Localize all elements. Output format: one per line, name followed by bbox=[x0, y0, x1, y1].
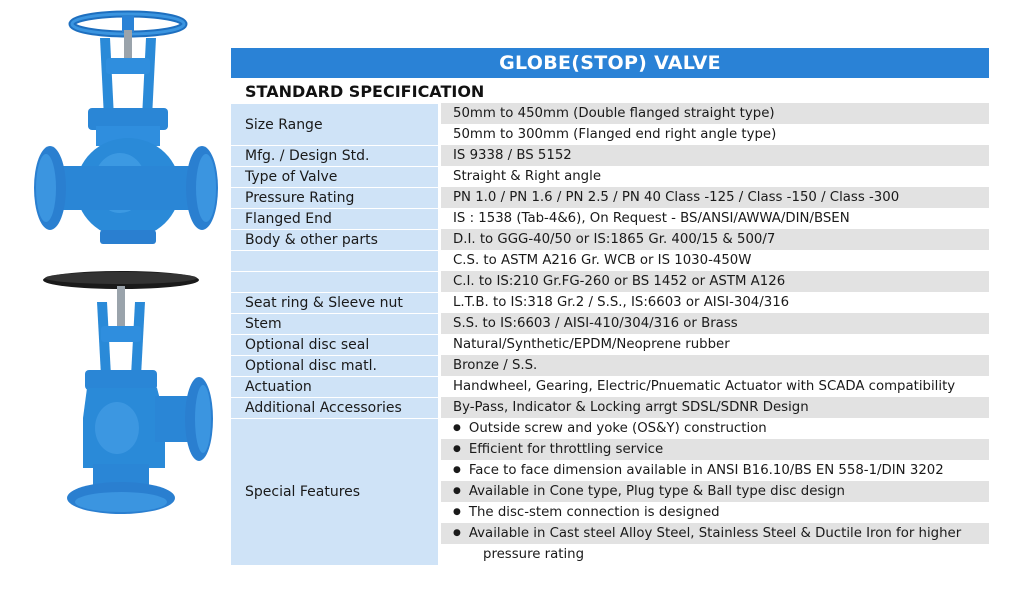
spec-label bbox=[231, 250, 438, 271]
spec-value: Natural/Synthetic/EPDM/Neoprene rubber bbox=[441, 334, 989, 355]
spec-table bbox=[231, 103, 989, 565]
globe-valve-straight-image bbox=[30, 8, 218, 248]
feature-item: ● Face to face dimension available in ANSI B16.10/BS EN 558-1/DIN 3202 bbox=[441, 460, 989, 481]
spec-value: D.I. to GGG-40/50 or IS:1865 Gr. 400/15 & 500/7 bbox=[441, 229, 989, 250]
spec-value: C.S. to ASTM A216 Gr. WCB or IS 1030-450W bbox=[441, 250, 989, 271]
spec-label: Actuation bbox=[231, 376, 438, 397]
spec-row-special-features bbox=[231, 418, 989, 565]
section-heading: STANDARD SPECIFICATION bbox=[245, 82, 485, 101]
spec-value: 50mm to 300mm (Flanged end right angle type) bbox=[441, 124, 989, 145]
spec-label: Special Features bbox=[231, 418, 438, 565]
spec-row-pressure-rating bbox=[231, 187, 989, 208]
spec-label: Type of Valve bbox=[231, 166, 438, 187]
spec-row-accessories bbox=[231, 397, 989, 418]
spec-row-flanged-end bbox=[231, 208, 989, 229]
spec-label: Seat ring & Sleeve nut bbox=[231, 292, 438, 313]
feature-item: ● The disc-stem connection is designed bbox=[441, 502, 989, 523]
spec-value: IS : 1538 (Tab-4&6), On Request - BS/ANSI/AWWA/DIN/BSEN bbox=[441, 208, 989, 229]
spec-row-actuation bbox=[231, 376, 989, 397]
spec-label: Pressure Rating bbox=[231, 187, 438, 208]
title-bar: GLOBE(STOP) VALVE bbox=[231, 48, 989, 78]
spec-value: C.I. to IS:210 Gr.FG-260 or BS 1452 or ASTM A126 bbox=[441, 271, 989, 292]
spec-row-design-std bbox=[231, 145, 989, 166]
spec-label: Additional Accessories bbox=[231, 397, 438, 418]
spec-value: Bronze / S.S. bbox=[441, 355, 989, 376]
feature-item-continuation: pressure rating bbox=[441, 544, 989, 565]
spec-label: Mfg. / Design Std. bbox=[231, 145, 438, 166]
feature-item: ● Outside screw and yoke (OS&Y) construction bbox=[441, 418, 989, 439]
valve-icon bbox=[43, 271, 213, 514]
globe-valve-angle-image bbox=[35, 268, 223, 518]
spec-value: S.S. to IS:6603 / AISI-410/304/316 or Brass bbox=[441, 313, 989, 334]
spec-label: Stem bbox=[231, 313, 438, 334]
spec-label: Optional disc seal bbox=[231, 334, 438, 355]
spec-row-disc-seal bbox=[231, 334, 989, 355]
spec-value: Handwheel, Gearing, Electric/Pnuematic Actuator with SCADA compatibility bbox=[441, 376, 989, 397]
spec-label: Flanged End bbox=[231, 208, 438, 229]
spec-row-stem bbox=[231, 313, 989, 334]
spec-value: IS 9338 / BS 5152 bbox=[441, 145, 989, 166]
spec-value: Straight & Right angle bbox=[441, 166, 989, 187]
feature-item: ● Efficient for throttling service bbox=[441, 439, 989, 460]
spec-row-body-parts bbox=[231, 229, 989, 250]
spec-label: Size Range bbox=[231, 103, 438, 145]
spec-row-size-range bbox=[231, 103, 989, 145]
spec-value: By-Pass, Indicator & Locking arrgt SDSL/SDNR Design bbox=[441, 397, 989, 418]
spec-row-body-parts-ci bbox=[231, 271, 989, 292]
spec-label: Body & other parts bbox=[231, 229, 438, 250]
feature-item: ● Available in Cone type, Plug type & Ball type disc design bbox=[441, 481, 989, 502]
spec-row-disc-material bbox=[231, 355, 989, 376]
feature-item: ● Available in Cast steel Alloy Steel, Stainless Steel & Ductile Iron for higher bbox=[441, 523, 989, 544]
spec-value: 50mm to 450mm (Double flanged straight type) bbox=[441, 103, 989, 124]
spec-row-valve-type bbox=[231, 166, 989, 187]
spec-label: Optional disc matl. bbox=[231, 355, 438, 376]
spec-value: L.T.B. to IS:318 Gr.2 / S.S., IS:6603 or AISI-304/316 bbox=[441, 292, 989, 313]
spec-row-seat-ring bbox=[231, 292, 989, 313]
valve-icon bbox=[34, 14, 218, 244]
spec-label bbox=[231, 271, 438, 292]
spec-row-body-parts-cs bbox=[231, 250, 989, 271]
spec-value: PN 1.0 / PN 1.6 / PN 2.5 / PN 40 Class -125 / Class -150 / Class -300 bbox=[441, 187, 989, 208]
